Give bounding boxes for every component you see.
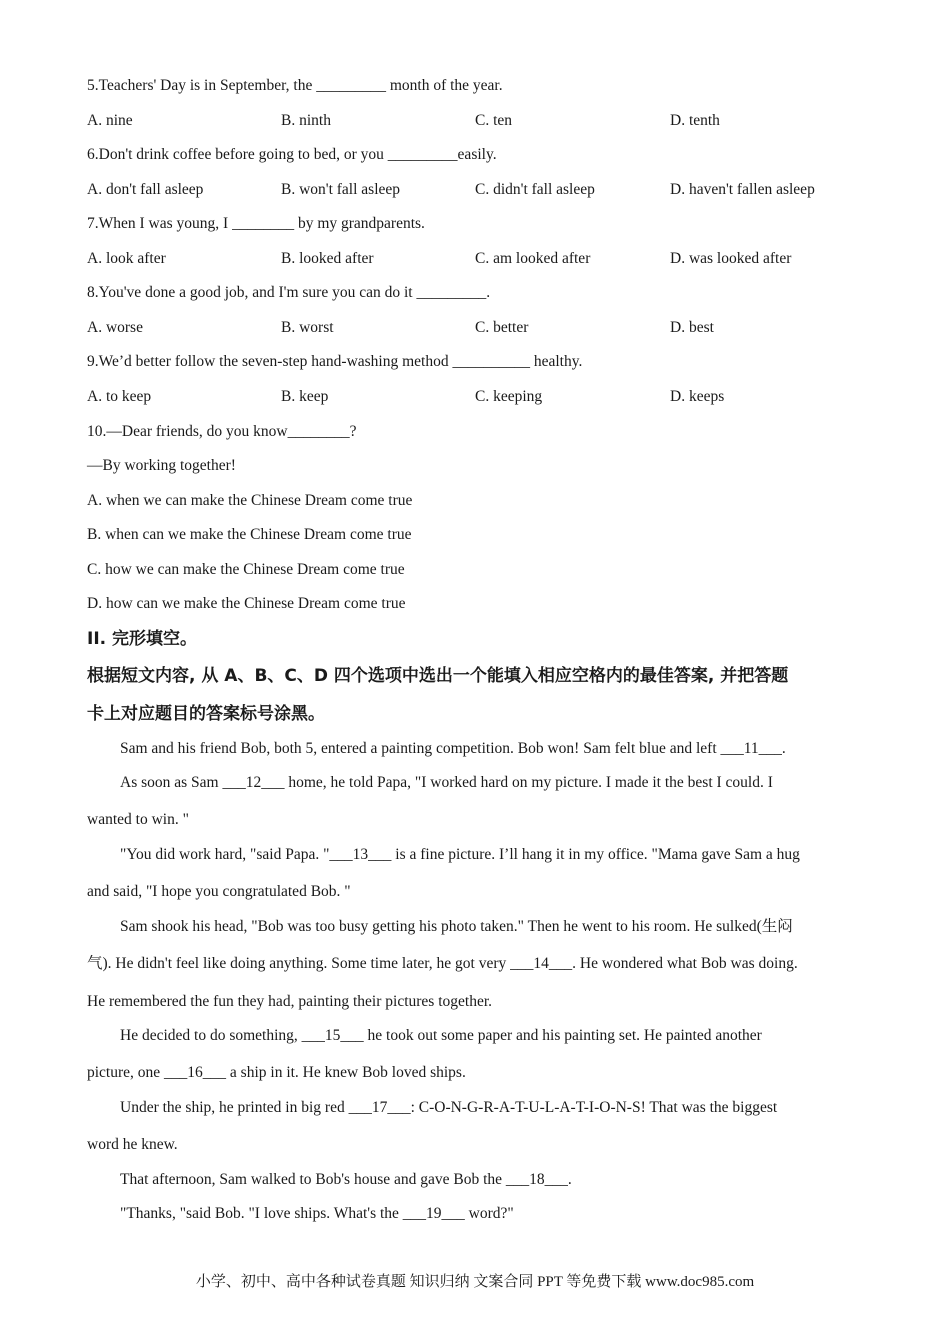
q7-option-b: B. looked after: [281, 250, 374, 267]
q10-option-b: B. when can we make the Chinese Dream come true: [87, 526, 412, 543]
q10-option-c: C. how we can make the Chinese Dream come true: [87, 561, 405, 578]
q10-option-d: D. how can we make the Chinese Dream come true: [87, 595, 406, 612]
q8-option-d: D. best: [670, 319, 714, 336]
q10-option-a: A. when we can make the Chinese Dream come true: [87, 492, 413, 509]
q5-option-a: A. nine: [87, 112, 133, 129]
q8-option-a: A. worse: [87, 319, 143, 336]
passage-line: "Thanks, "said Bob. "I love ships. What's the ___19___ word?": [120, 1205, 514, 1222]
q8-option-b: B. worst: [281, 319, 334, 336]
q5-option-b: B. ninth: [281, 112, 331, 129]
passage-line: 气). He didn't feel like doing anything. Some time later, he got very ___14___. He wondered what Bob was doing.: [87, 955, 798, 972]
section-title: II. 完形填空。: [87, 629, 198, 649]
passage-line: Under the ship, he printed in big red ___17___: C-O-N-G-R-A-T-U-L-A-T-I-O-N-S! That was the biggest: [120, 1099, 778, 1116]
passage-line: and said, "I hope you congratulated Bob. ": [87, 883, 351, 900]
question-10-stem: 10.—Dear friends, do you know________?: [87, 423, 357, 440]
passage-line: picture, one ___16___ a ship in it. He knew Bob loved ships.: [87, 1064, 466, 1081]
q6-option-c: C. didn't fall asleep: [475, 181, 595, 198]
passage-line: "You did work hard, "said Papa. "___13___ is a fine picture. I’ll hang it in my office. "Mama gave Sam a hug: [120, 846, 800, 863]
q7-option-d: D. was looked after: [670, 250, 792, 267]
question-7-stem: 7.When I was young, I ________ by my grandparents.: [87, 215, 425, 232]
question-5-stem: 5.Teachers' Day is in September, the _________ month of the year.: [87, 77, 503, 94]
q9-option-c: C. keeping: [475, 388, 543, 405]
question-9-stem: 9.We’d better follow the seven-step hand-washing method __________ healthy.: [87, 353, 583, 370]
passage-line: That afternoon, Sam walked to Bob's house and gave Bob the ___18___.: [120, 1171, 572, 1188]
q9-option-a: A. to keep: [87, 388, 152, 405]
q6-option-a: A. don't fall asleep: [87, 181, 204, 198]
question-8-stem: 8.You've done a good job, and I'm sure you can do it _________.: [87, 284, 491, 301]
page-footer: 小学、初中、高中各种试卷真题 知识归纳 文案合同 PPT 等免费下载 www.doc985.com: [195, 1274, 755, 1290]
q5-option-c: C. ten: [475, 112, 513, 129]
q6-option-b: B. won't fall asleep: [281, 181, 401, 198]
q5-option-d: D. tenth: [670, 112, 720, 129]
passage-line: He remembered the fun they had, painting their pictures together.: [87, 993, 493, 1010]
passage-line: He decided to do something, ___15___ he took out some paper and his painting set. He painted another: [120, 1027, 762, 1044]
q7-option-a: A. look after: [87, 250, 166, 267]
q7-option-c: C. am looked after: [475, 250, 591, 267]
q6-option-d: D. haven't fallen asleep: [670, 181, 815, 198]
question-6-stem: 6.Don't drink coffee before going to bed, or you _________easily.: [87, 146, 497, 163]
passage-line: wanted to win. ": [87, 811, 189, 828]
passage-line: Sam shook his head, "Bob was too busy getting his photo taken." Then he went to his room. He sulked(生闷: [120, 918, 793, 935]
section-instruction-line-1: 根据短文内容, 从 A、B、C、D 四个选项中选出一个能填入相应空格内的最佳答案, 并把答题: [87, 666, 789, 686]
section-instruction-line-2: 卡上对应题目的答案标号涂黑。: [87, 704, 325, 724]
question-10-reply: —By working together!: [87, 457, 236, 474]
passage-line: As soon as Sam ___12___ home, he told Papa, "I worked hard on my picture. I made it the best I could. I: [120, 774, 773, 791]
passage-line: Sam and his friend Bob, both 5, entered a painting competition. Bob won! Sam felt blue and left ___11___.: [120, 740, 786, 757]
q8-option-c: C. better: [475, 319, 529, 336]
passage-line: word he knew.: [87, 1136, 178, 1153]
q9-option-b: B. keep: [281, 388, 329, 405]
q9-option-d: D. keeps: [670, 388, 725, 405]
